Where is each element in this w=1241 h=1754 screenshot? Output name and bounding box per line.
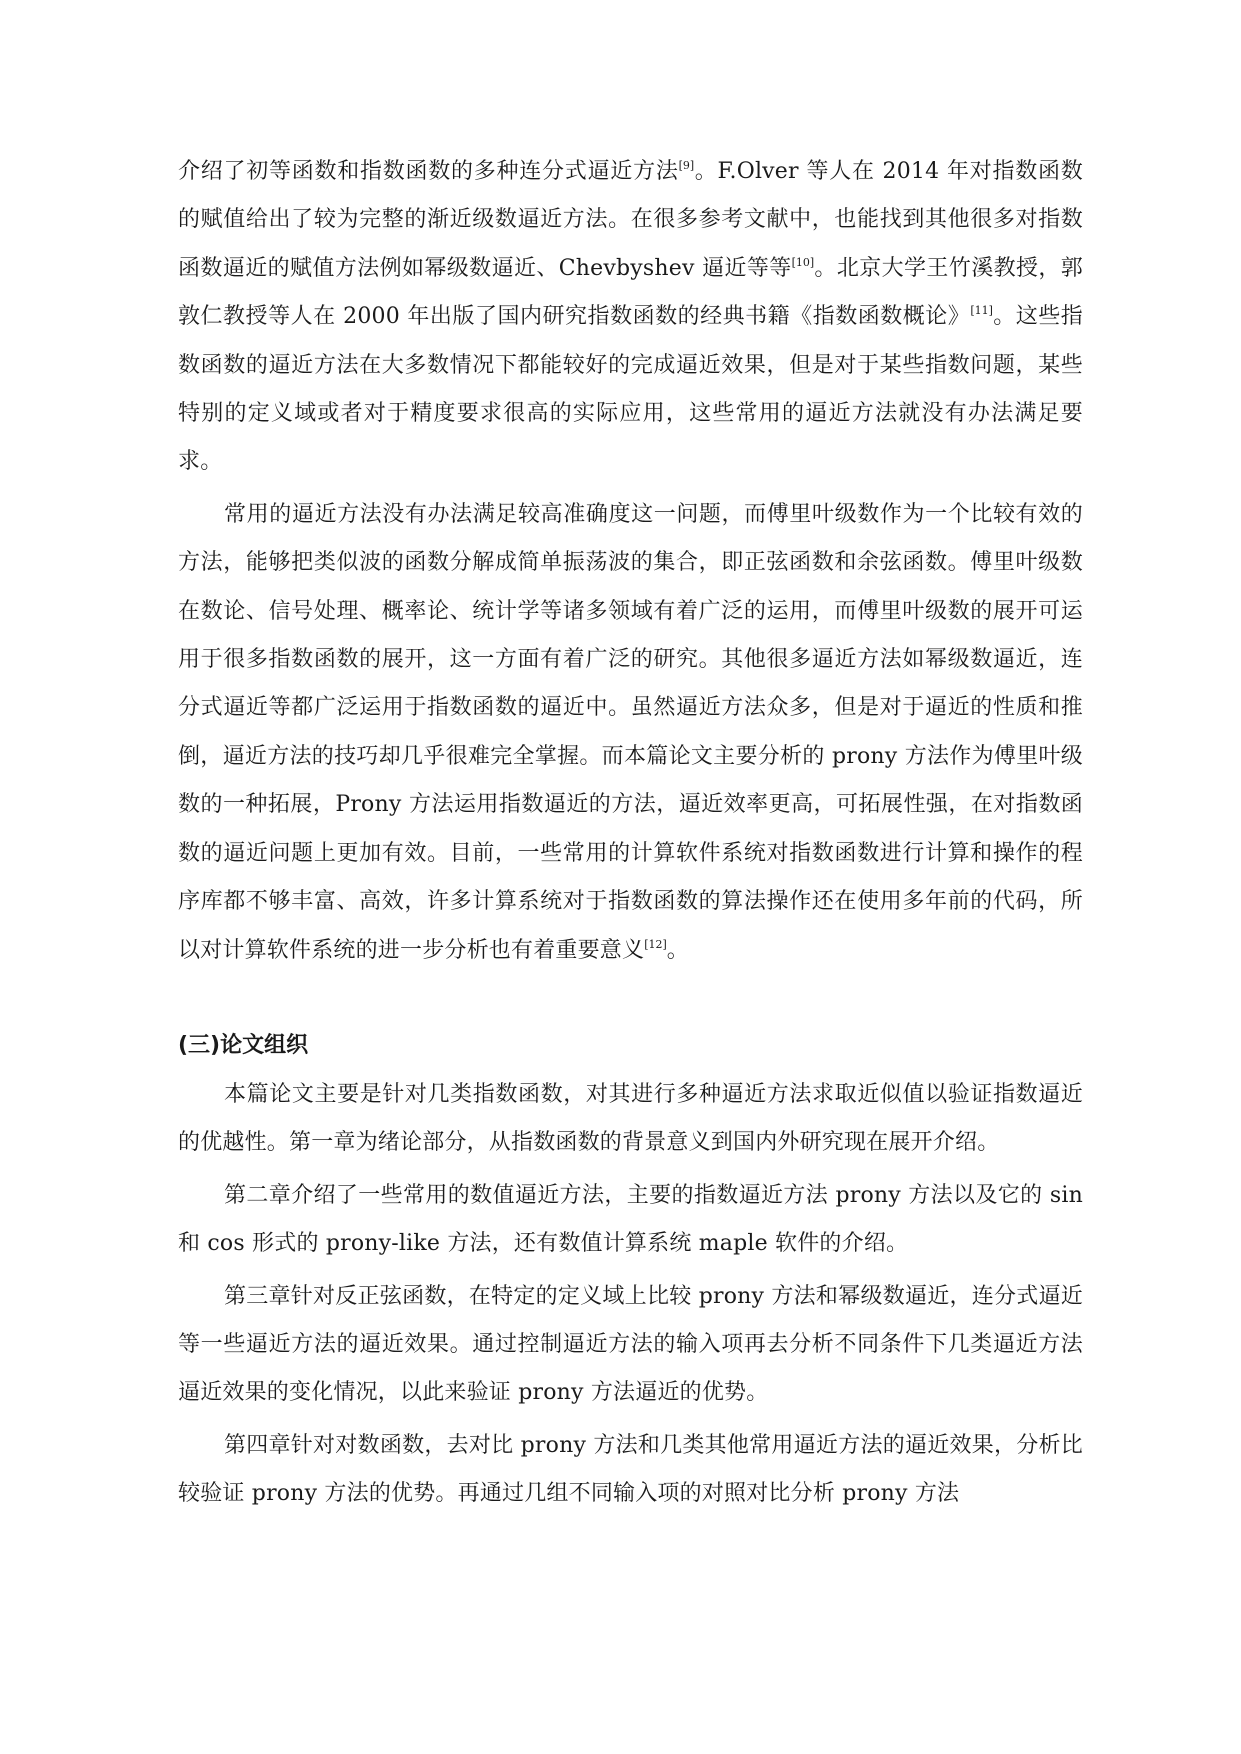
- paragraph-chapter-two: 第二章介绍了一些常用的数值逼近方法，主要的指数逼近方法 prony 方法以及它的 sin 和 cos 形式的 prony-like 方法，还有数值计算系统 maple 软件的介绍。: [178, 1182, 1083, 1257]
- paragraph-text: 。北京大学王竹溪教授，郭敦仁教授等人在 2000 年出版了国内研究指数函数的经典书籍《指数函数概论》: [178, 255, 1083, 330]
- paragraph-fourier-series: [178, 491, 1083, 975]
- paragraph-text: 常用的逼近方法没有办法满足较高准确度这一问题，而傅里叶级数作为一个比较有效的方法，能够把类似波的函数分解成简单振荡波的集合，即正弦函数和余弦函数。傅里叶级数在数论、信号处理、概率论、统计学等诸多领域有着广泛的运用，而傅里叶级数的展开可运用于很多指数函数的展开，这一方面有着广泛的研究。其他很多逼近方法如幂级数逼近，连分式逼近等都广泛运用于指数函数的逼近中。虽然逼近方法众多，但是对于逼近的性质和推倒，逼近方法的技巧却几乎很难完全掌握。而本篇论文主要分析的 prony 方法作为傅里叶级数的一种拓展，Prony 方法运用指数逼近的方法，逼近效率更高，可拓展性强，在对指数函数的逼近问题上更加有效。目前，一些常用的计算软件系统对指数函数进行计算和操作的程序库都不够丰富、高效，许多计算系统对于指数函数的算法操作还在使用多年前的代码，所以对计算软件系统的进一步分析也有着重要意义: [178, 501, 1083, 963]
- paragraph-literature-review: [178, 148, 1083, 487]
- paragraph-thesis-overview: 本篇论文主要是针对几类指数函数，对其进行多种逼近方法求取近似值以验证指数逼近的优越性。第一章为绪论部分，从指数函数的背景意义到国内外研究现在展开介绍。: [178, 1081, 1083, 1156]
- citation-ref: [11]: [970, 304, 993, 318]
- paragraph-chapter-three: 第三章针对反正弦函数，在特定的定义域上比较 prony 方法和幂级数逼近，连分式逼近等一些逼近方法的逼近效果。通过控制逼近方法的输入项再去分析不同条件下几类逼近方法逼近效果的变化情况，以此来验证 prony 方法逼近的优势。: [178, 1283, 1083, 1406]
- paragraph-text: 。F.Olver 等人在 2014 年对指数函数的赋值给出了较为完整的渐近级数逼近方法。在很多参考文献中，也能找到其他很多对指数函数逼近的赋值方法例如幂级数逼近、Chevbyshev 逼近等等: [178, 159, 1083, 281]
- paragraph-text: 。: [666, 937, 689, 963]
- section-heading: (三)论文组织: [178, 1032, 309, 1058]
- citation-ref: [9]: [678, 159, 695, 172]
- citation-ref: [12]: [644, 937, 667, 951]
- paragraph-text: 介绍了初等函数和指数函数的多种连分式逼近方法: [178, 159, 679, 184]
- document-page: [178, 148, 1083, 1519]
- paragraph-chapter-four: 第四章针对对数函数，去对比 prony 方法和几类其他常用逼近方法的逼近效果，分析比较验证 prony 方法的优势。再通过几组不同输入项的对照对比分析 prony 方法: [178, 1432, 1083, 1507]
- citation-ref: [10]: [791, 255, 815, 269]
- paragraph-text: 。这些指数函数的逼近方法在大多数情况下都能较好的完成逼近效果，但是对于某些指数问题，某些特别的定义域或者对于精度要求很高的实际应用，这些常用的逼近方法就没有办法满足要求。: [178, 304, 1083, 475]
